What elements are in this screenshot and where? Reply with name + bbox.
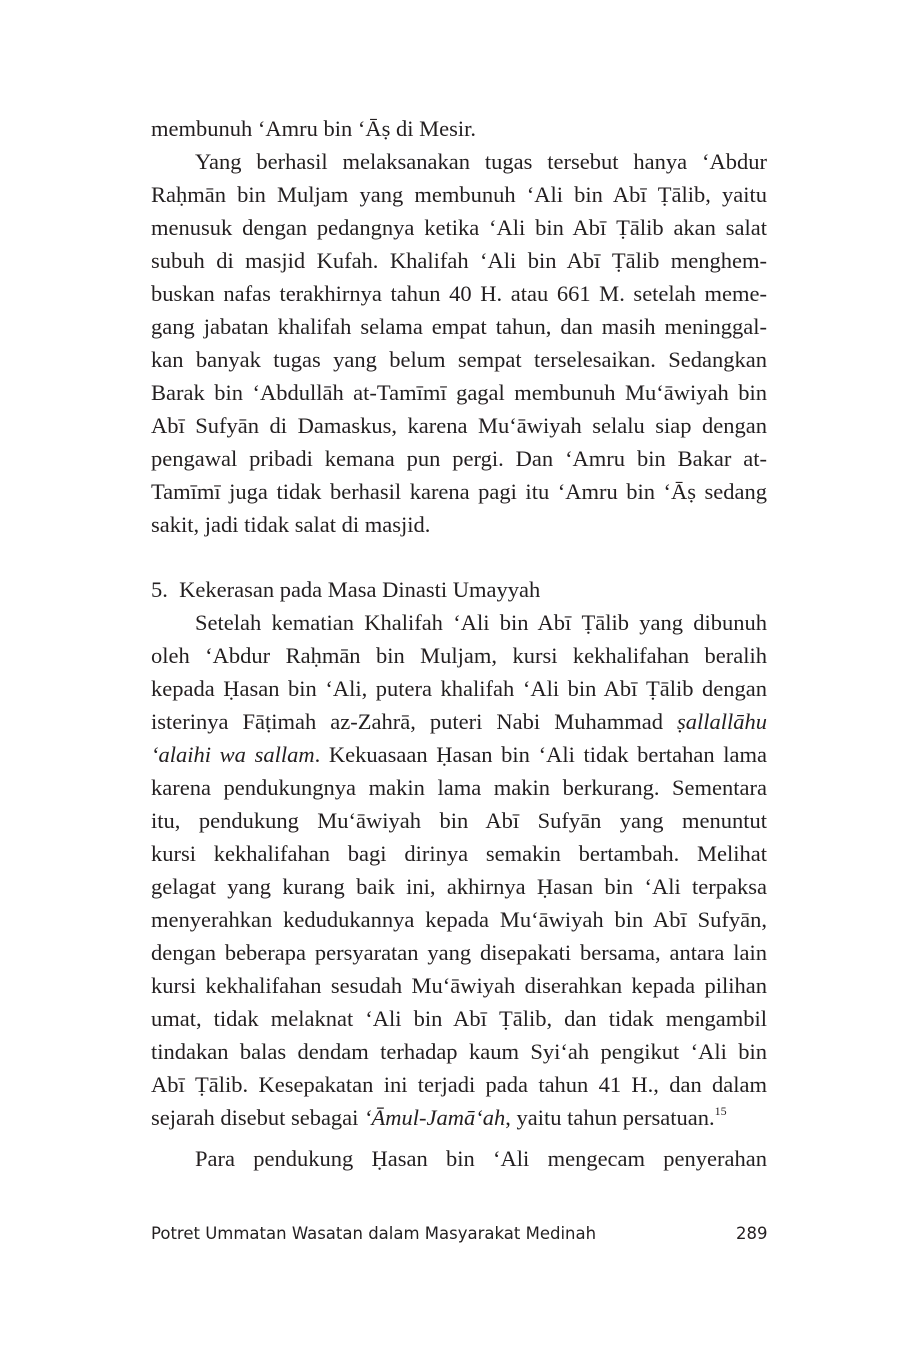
paragraph-line: Barak bin ‘Abdullāh at-Tamīmī gagal membunuh Mu‘āwiyah bin	[151, 380, 767, 405]
section-heading	[151, 573, 767, 606]
paragraph-line: oleh ‘Abdur Raḥmān bin Muljam, kursi kekhalifahan beralih	[151, 643, 767, 668]
paragraph-line	[151, 705, 767, 738]
paragraph-line: itu, pendukung Mu‘āwiyah bin Abī Sufyān yang menuntut	[151, 808, 767, 833]
paragraph-line: gelagat yang kurang baik ini, akhirnya Ḥasan bin ‘Ali terpaksa	[151, 874, 767, 899]
page-number: 289	[736, 1224, 768, 1243]
footnote-reference[interactable]: 15	[714, 1103, 727, 1118]
paragraph-line: dengan beberapa persyaratan yang disepakati bersama, antara lain	[151, 940, 767, 965]
paragraph-line: karena pendukungnya makin lama makin berkurang. Sementara	[151, 775, 767, 800]
paragraph-line: Para pendukung Ḥasan bin ‘Ali mengecam penyerahan	[195, 1146, 767, 1171]
italic-term: ‘Āmul-Jamā‘ah	[364, 1105, 506, 1130]
italic-term: ‘alaihi wa sallam	[151, 742, 315, 767]
paragraph-line: pengawal pribadi kemana pun pergi. Dan ‘Amru bin Bakar at-	[151, 446, 767, 471]
paragraph-line: Abī Ṭālib. Kesepakatan ini terjadi pada tahun 41 H., dan dalam	[151, 1072, 767, 1097]
paragraph-line: subuh di masjid Kufah. Khalifah ‘Ali bin Abī Ṭālib menghem-	[151, 248, 767, 273]
text-run: , yaitu tahun persatuan.	[505, 1105, 715, 1130]
paragraph-line: kepada Ḥasan bin ‘Ali, putera khalifah ‘Ali bin Abī Ṭālib dengan	[151, 676, 767, 701]
paragraph-line: Abī Sufyān di Damaskus, karena Mu‘āwiyah selalu siap dengan	[151, 413, 767, 438]
paragraph-line: membunuh ‘Amru bin ‘Āṣ di Mesir.	[151, 116, 476, 141]
running-title: Potret Ummatan Wasatan dalam Masyarakat Medinah	[151, 1224, 597, 1243]
paragraph-line: Setelah kematian Khalifah ‘Ali bin Abī Ṭālib yang dibunuh	[195, 610, 767, 635]
section-title: Kekerasan pada Masa Dinasti Umayyah	[179, 577, 541, 602]
paragraph-line: gang jabatan khalifah selama empat tahun, dan masih meninggal-	[151, 314, 767, 339]
paragraph-line: sakit, jadi tidak salat di masjid.	[151, 512, 431, 537]
paragraph-line: Raḥmān bin Muljam yang membunuh ‘Ali bin Abī Ṭālib, yaitu	[151, 182, 767, 207]
text-run: isterinya Fāṭimah az-Zahrā, puteri Nabi Muhammad	[151, 709, 677, 734]
paragraph-line: Tamīmī juga tidak berhasil karena pagi itu ‘Amru bin ‘Āṣ sedang	[151, 479, 767, 504]
paragraph-line	[151, 1101, 767, 1134]
paragraph-line: Yang berhasil melaksanakan tugas tersebut hanya ‘Abdur	[195, 149, 767, 174]
paragraph-line: umat, tidak melaknat ‘Ali bin Abī Ṭālib, dan tidak mengambil	[151, 1006, 767, 1031]
paragraph-line: kursi kekhalifahan sesudah Mu‘āwiyah diserahkan kepada pilihan	[151, 973, 767, 998]
section-number: 5.	[151, 577, 168, 602]
paragraph-line: tindakan balas dendam terhadap kaum Syi‘ah pengikut ‘Ali bin	[151, 1039, 767, 1064]
text-run: sejarah disebut sebagai	[151, 1105, 365, 1130]
paragraph-line: buskan nafas terakhirnya tahun 40 H. atau 661 M. setelah meme-	[151, 281, 767, 306]
paragraph-line: menyerahkan kedudukannya kepada Mu‘āwiyah bin Abī Sufyān,	[151, 907, 767, 932]
paragraph-line	[151, 738, 767, 771]
paragraph-line: kursi kekhalifahan bagi dirinya semakin bertambah. Melihat	[151, 841, 767, 866]
italic-term: ṣallallāhu	[676, 709, 767, 734]
paragraph-line: menusuk dengan pedangnya ketika ‘Ali bin Abī Ṭālib akan salat	[151, 215, 767, 240]
paragraph-line: kan banyak tugas yang belum sempat terselesaikan. Sedangkan	[151, 347, 767, 372]
text-run: . Kekuasaan Ḥasan bin ‘Ali tidak bertahan lama	[314, 742, 768, 767]
